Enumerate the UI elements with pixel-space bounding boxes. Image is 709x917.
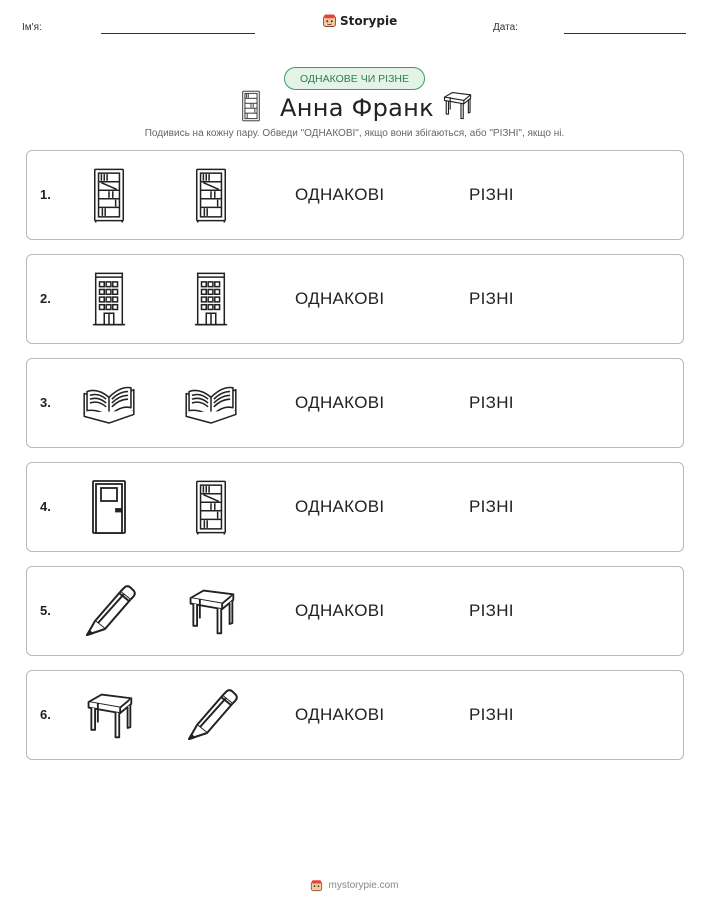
table-icon: [77, 683, 141, 747]
open-book-icon: [179, 371, 243, 435]
bookshelf-icon: [77, 163, 141, 227]
different-option[interactable]: РІЗНІ: [469, 497, 514, 516]
brand-logo: [322, 13, 397, 28]
bookshelf-icon: [179, 163, 243, 227]
same-option[interactable]: ОДНАКОВІ: [295, 185, 385, 204]
different-option[interactable]: РІЗНІ: [469, 185, 514, 204]
table-icon: [179, 579, 243, 643]
same-option[interactable]: ОДНАКОВІ: [295, 289, 385, 308]
pencil-icon: [179, 683, 243, 747]
door-icon: [77, 475, 141, 539]
page-title: Анна Франк: [280, 94, 434, 122]
row-number: 2.: [40, 291, 51, 306]
pencil-icon: [77, 579, 141, 643]
footer: [0, 879, 709, 892]
date-label: Дата:: [493, 22, 518, 33]
different-option[interactable]: РІЗНІ: [469, 705, 514, 724]
exercise-row: [26, 462, 684, 552]
different-option[interactable]: РІЗНІ: [469, 601, 514, 620]
instructions: Подивись на кожну пару. Обведи "ОДНАКОВІ", якщо вони збігаються, або "РІЗНІ", якщо ні.: [144, 128, 565, 139]
name-line[interactable]: [101, 33, 255, 34]
row-number: 1.: [40, 187, 51, 202]
row-number: 3.: [40, 395, 51, 410]
same-option[interactable]: ОДНАКОВІ: [295, 601, 385, 620]
same-option[interactable]: ОДНАКОВІ: [295, 393, 385, 412]
name-label: Ім'я:: [22, 22, 42, 33]
brand-name: Storypie: [340, 13, 398, 28]
exercise-row: [26, 566, 684, 656]
date-line[interactable]: [564, 33, 686, 34]
same-option[interactable]: ОДНАКОВІ: [295, 705, 385, 724]
same-option[interactable]: ОДНАКОВІ: [295, 497, 385, 516]
row-number: 5.: [40, 603, 51, 618]
storypie-mascot-icon: [322, 13, 337, 28]
different-option[interactable]: РІЗНІ: [469, 393, 514, 412]
building-icon: [77, 267, 141, 331]
building-icon: [179, 267, 243, 331]
open-book-icon: [77, 371, 141, 435]
exercise-row: [26, 254, 684, 344]
bookshelf-icon: [179, 475, 243, 539]
footer-url[interactable]: mystorypie.com: [328, 880, 399, 891]
row-number: 4.: [40, 499, 51, 514]
exercise-row: [26, 358, 684, 448]
bookshelf-icon: [240, 89, 262, 123]
worksheet-type-badge: ОДНАКОВЕ ЧИ РІЗНЕ: [284, 67, 425, 90]
exercise-row: [26, 670, 684, 760]
row-number: 6.: [40, 707, 51, 722]
different-option[interactable]: РІЗНІ: [469, 289, 514, 308]
table-icon: [440, 89, 474, 121]
exercise-row: [26, 150, 684, 240]
storypie-mascot-icon: [310, 879, 323, 892]
